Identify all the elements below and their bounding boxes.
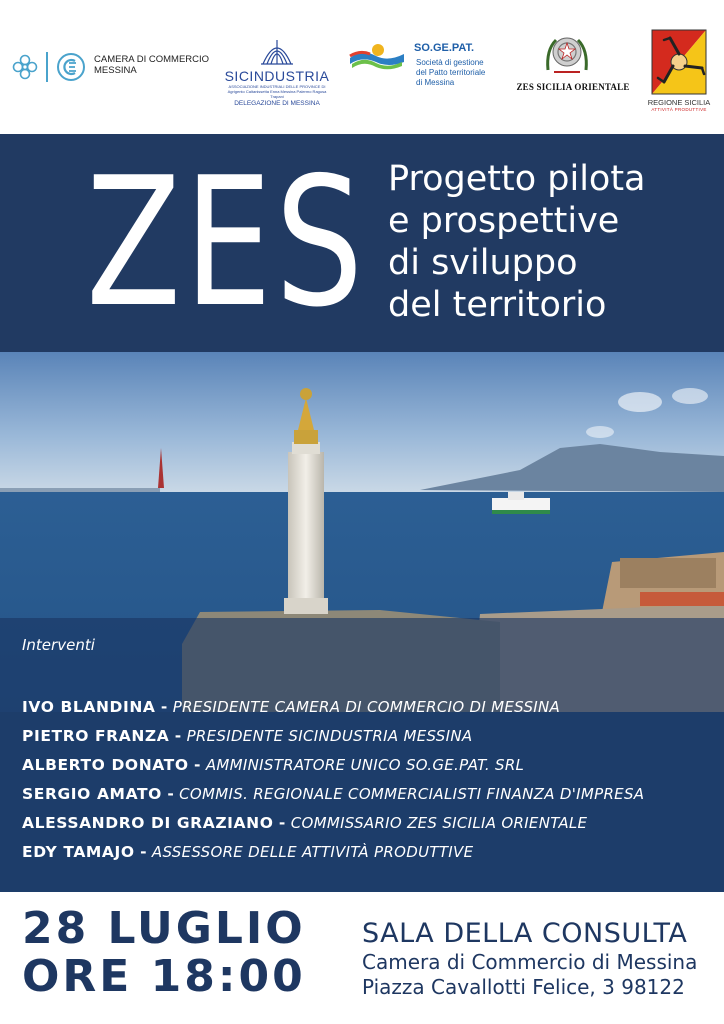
- logo-bar: [0, 0, 724, 134]
- subtitle-line-3: di sviluppo: [388, 243, 578, 283]
- event-time: ORE 18:00: [22, 951, 306, 1002]
- speaker-name: PIETRO FRANZA: [22, 727, 170, 745]
- speaker-row: [22, 698, 644, 727]
- sogepat-line-3: di Messina: [416, 78, 455, 87]
- sogepat-wave-icon: [348, 42, 406, 70]
- zes-name: ZES SICILIA ORIENTALE: [516, 82, 630, 92]
- sogepat-line-1: Società di gestione: [416, 58, 484, 67]
- event-datetime: [22, 905, 306, 1001]
- regione-line-1: REGIONE SICILIA: [647, 98, 711, 107]
- speaker-name: ALBERTO DONATO: [22, 756, 189, 774]
- venue-name: SALA DELLA CONSULTA: [362, 918, 688, 949]
- speaker-role: COMMIS. REGIONALE COMMERCIALISTI FINANZA D'IMPRESA: [179, 785, 645, 803]
- speaker-row: [22, 785, 644, 814]
- speaker-dash: -: [273, 814, 291, 832]
- speaker-dash: -: [169, 727, 187, 745]
- speaker-name: SERGIO AMATO: [22, 785, 162, 803]
- sicindustria-shell-icon: [257, 36, 297, 66]
- speaker-role: ASSESSORE DELLE ATTIVITÀ PRODUTTIVE: [151, 843, 474, 861]
- speaker-row: [22, 756, 644, 785]
- regione-line-2: ATTIVITÀ PRODUTTIVE: [651, 107, 707, 112]
- speaker-dash: -: [155, 698, 173, 716]
- flower-icon: [10, 52, 40, 82]
- logo-separator: [46, 52, 48, 82]
- sogepat-logo: [348, 36, 498, 128]
- speaker-name: IVO BLANDINA: [22, 698, 156, 716]
- trinacria-crest-icon: [650, 28, 708, 96]
- italian-republic-emblem-icon: [544, 30, 590, 76]
- speaker-role: AMMINISTRATORE UNICO SO.GE.PAT. SRL: [205, 756, 525, 774]
- sogepat-name: SO.GE.PAT.: [414, 42, 475, 54]
- sicindustria-name: SICINDUSTRIA: [224, 68, 330, 84]
- zes-logo: [508, 30, 638, 122]
- speaker-row: [22, 727, 644, 756]
- speaker-dash: -: [134, 843, 152, 861]
- subtitle-line-4: del territorio: [388, 285, 607, 325]
- speaker-row: [22, 843, 644, 872]
- speaker-role: COMMISSARIO ZES SICILIA ORIENTALE: [290, 814, 588, 832]
- subtitle-line-1: Progetto pilota: [388, 159, 646, 199]
- sogepat-line-2: del Patto territoriale: [416, 68, 486, 77]
- event-venue: [362, 918, 697, 1000]
- regione-sicilia-logo: [644, 28, 714, 120]
- camera-logo-text: [94, 54, 224, 76]
- subtitle: [388, 158, 646, 326]
- speaker-role: PRESIDENTE SICINDUSTRIA MESSINA: [186, 727, 473, 745]
- speaker-name: EDY TAMAJO: [22, 843, 135, 861]
- sicindustria-assoc: ASSOCIAZIONE INDUSTRIALI DELLE PROVINCE DI Agrigento Caltanissetta Enna Messina Palermo Ragusa Trapani: [227, 84, 327, 99]
- camera-line-2: MESSINA: [94, 65, 137, 76]
- venue-place: Camera di Commercio di Messina: [362, 950, 698, 974]
- sicindustria-logo: [222, 36, 332, 128]
- sicindustria-delegation: DELEGAZIONE DI MESSINA: [234, 100, 320, 107]
- speakers-list: [22, 698, 644, 872]
- speaker-row: [22, 814, 644, 843]
- venue-address: Piazza Cavallotti Felice, 3 98122: [362, 975, 685, 999]
- interventi-label: Interventi: [22, 636, 95, 654]
- speaker-role: PRESIDENTE CAMERA DI COMMERCIO DI MESSINA: [172, 698, 561, 716]
- speaker-name: ALESSANDRO DI GRAZIANO: [22, 814, 274, 832]
- subtitle-line-2: e prospettive: [388, 201, 620, 241]
- sogepat-description: [416, 58, 506, 88]
- speaker-dash: -: [161, 785, 180, 803]
- speaker-dash: -: [188, 756, 206, 774]
- ce-monogram-icon: [56, 52, 86, 82]
- event-date: 28 LUGLIO: [22, 903, 306, 954]
- camera-line-1: CAMERA DI COMMERCIO: [94, 54, 210, 65]
- zes-title: ZES: [86, 139, 367, 346]
